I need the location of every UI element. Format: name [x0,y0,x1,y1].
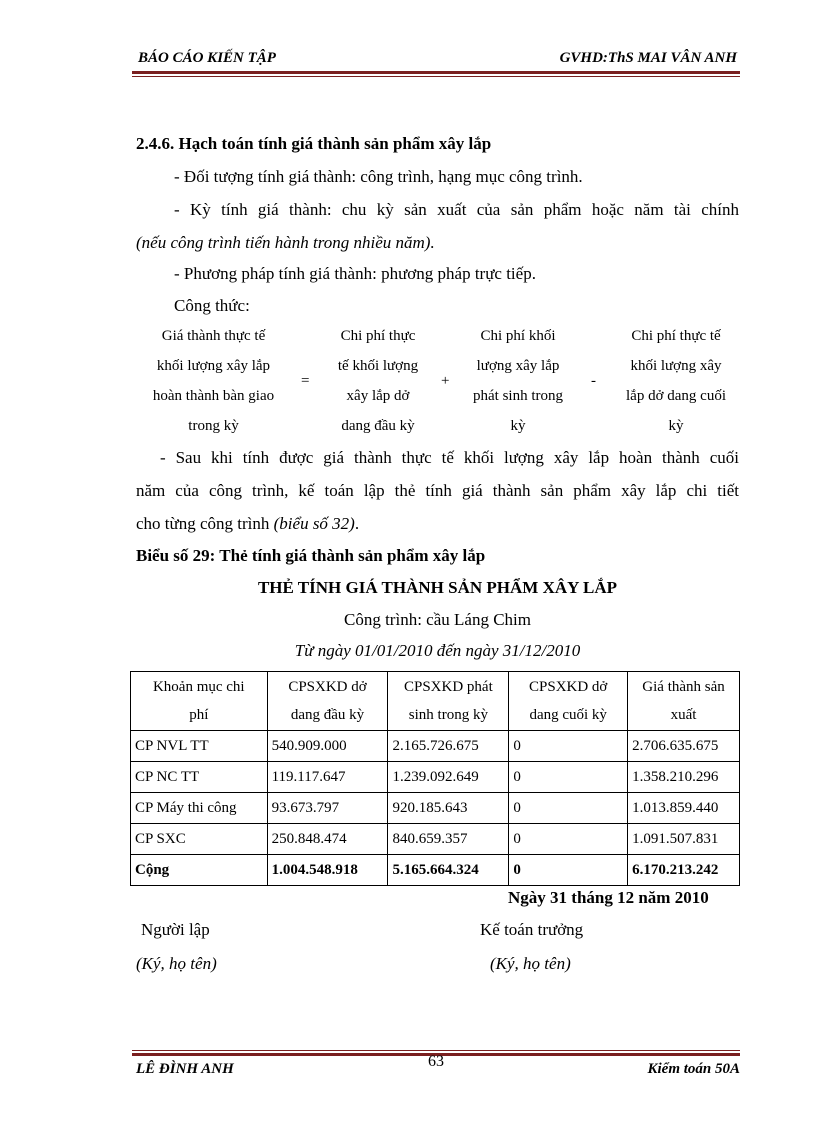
date-line: Ngày 31 tháng 12 năm 2010 [508,888,709,907]
table-cell: 0 [509,793,628,824]
table-row [131,793,740,824]
formula-term-opening-wip: Chi phí thực tế khối lượng xây lắp dở dang đầu kỳ [337,328,419,434]
table-cell: 0 [509,855,628,886]
table-row [131,762,740,793]
card-period: Từ ngày 01/01/2010 đến ngày 31/12/2010 [294,641,581,660]
table-cell: 5.165.664.324 [388,855,509,886]
table-cell: 1.358.210.296 [628,762,740,793]
page-number: 63 [428,1053,444,1070]
paragraph-line-3: cho từng công trình (biểu số 32). [136,514,360,533]
formula-minus: - [591,373,596,389]
paragraph-line-2: năm của công trình, kế toán lập thẻ tính giá thành sản phẩm xây lắp chi tiết [136,481,739,500]
table-cell: 0 [509,731,628,762]
bullet-target: - Đối tượng tính giá thành: công trình, hạng mục công trình. [174,167,583,186]
card-project: Công trình: cầu Láng Chim [344,610,531,629]
header-rule [132,71,740,74]
formula-plus: + [441,373,450,389]
formula-label: Công thức: [174,296,250,315]
table-cell: 920.185.643 [388,793,509,824]
formula-term-closing-wip: Chi phí thực tế khối lượng xây lắp dở dang cuối kỳ [626,328,726,434]
preparer-note: (Ký, họ tên) [136,954,217,973]
header-right: GVHD:ThS MAI VÂN ANH [559,50,737,66]
table-cell: 250.848.474 [267,824,388,855]
chief-accountant-note: (Ký, họ tên) [490,954,571,973]
table-row [131,824,740,855]
table-cell: 6.170.213.242 [628,855,740,886]
table-cell: CP NC TT [131,762,268,793]
table-total-row [131,855,740,886]
formula-term-incurred-cost: Chi phí khối lượng xây lắp phát sinh trong kỳ [473,328,563,434]
bullet-period: - Kỳ tính giá thành: chu kỳ sản xuất của sản phẩm hoặc năm tài chính [174,200,739,219]
col-header: CPSXKD phát sinh trong kỳ [388,672,509,731]
card-title: THẺ TÍNH GIÁ THÀNH SẢN PHẨM XÂY LẮP [257,578,618,597]
table-cell: 2.165.726.675 [388,731,509,762]
table-cell: 2.706.635.675 [628,731,740,762]
table-cell: 1.013.859.440 [628,793,740,824]
col-header: Khoản mục chi phí [131,672,268,731]
footer-class: Kiểm toán 50A [647,1061,740,1077]
table-cell: CP Máy thi công [131,793,268,824]
preparer-title: Người lập [141,920,210,939]
paragraph-line-1: - Sau khi tính được giá thành thực tế khối lượng xây lắp hoàn thành cuối [160,448,739,467]
table-cell: 1.004.548.918 [267,855,388,886]
table-label: Biểu số 29: Thẻ tính giá thành sản phẩm xây lắp [136,546,486,565]
table-cell: 1.239.092.649 [388,762,509,793]
bullet-method: - Phương pháp tính giá thành: phương pháp trực tiếp. [174,264,536,283]
table-cell: 93.673.797 [267,793,388,824]
footer-author: LÊ ĐÌNH ANH [136,1061,234,1077]
col-header: CPSXKD dở dang cuối kỳ [509,672,628,731]
table-cell: Cộng [131,855,268,886]
formula-term-product-cost: Giá thành thực tế khối lượng xây lắp hoàn thành bàn giao trong kỳ [152,328,275,434]
table-cell: CP SXC [131,824,268,855]
formula-equals: = [301,373,310,389]
section-title: 2.4.6. Hạch toán tính giá thành sản phẩm xây lắp [136,134,492,153]
header-rule-thin [132,76,740,77]
table-cell: 119.117.647 [267,762,388,793]
col-header: Giá thành sản xuất [628,672,740,731]
table-cell: 1.091.507.831 [628,824,740,855]
table-header-row [131,672,740,731]
table-cell: CP NVL TT [131,731,268,762]
bullet-period-note: (nếu công trình tiến hành trong nhiều năm). [136,233,435,252]
col-header: CPSXKD dở dang đầu kỳ [267,672,388,731]
chief-accountant-title: Kế toán trưởng [480,920,584,939]
table-row [131,731,740,762]
table-cell: 0 [509,824,628,855]
table-cell: 540.909.000 [267,731,388,762]
header-left: BÁO CÁO KIẾN TẬP [138,50,276,66]
table-cell: 0 [509,762,628,793]
footer-rule-thin [132,1050,740,1051]
cost-table [130,671,740,886]
table-cell: 840.659.357 [388,824,509,855]
reference-link: (biểu số 32) [273,514,355,533]
